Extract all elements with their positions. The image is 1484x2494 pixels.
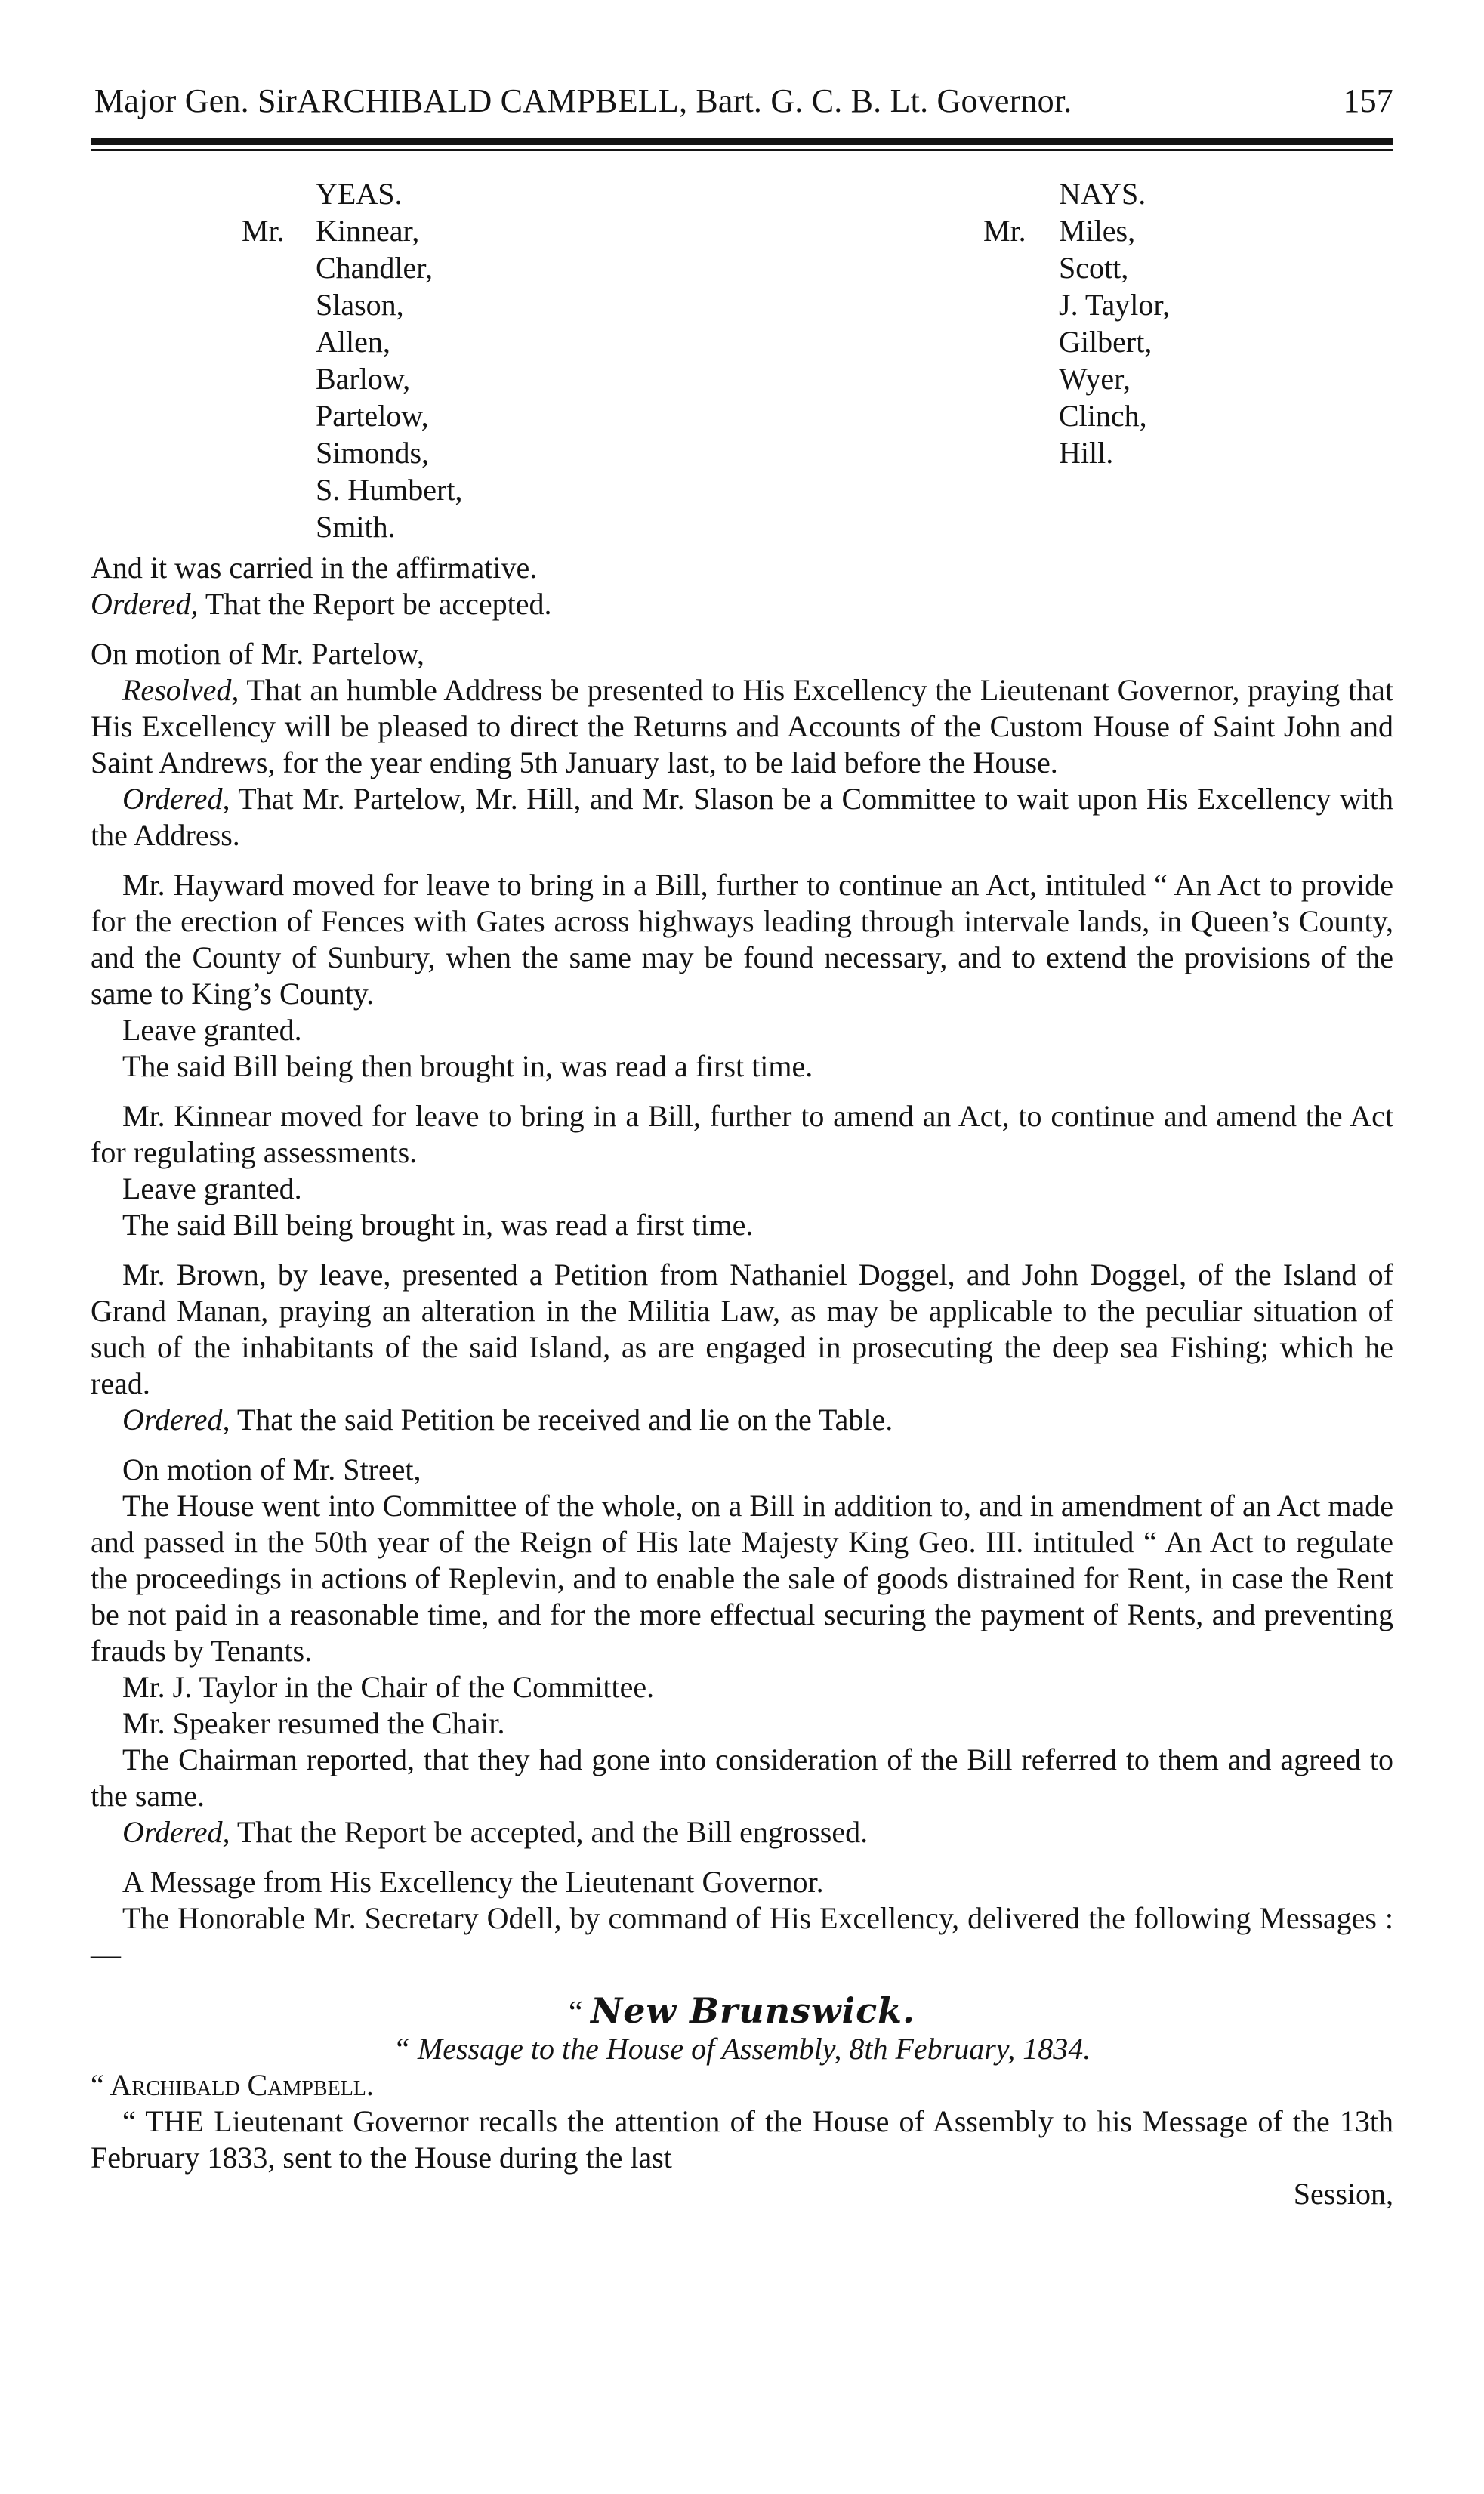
paragraph: Leave granted. (122, 1171, 302, 1205)
nay-name: Scott, (1059, 251, 1129, 285)
yeas-heading: YEAS. (316, 177, 403, 211)
message-heading-quote: “ (569, 1996, 583, 2030)
paragraph (91, 1814, 1393, 1850)
header-title-suffix: Bart. G. C. B. Lt. Governor. (696, 82, 1072, 119)
yea-member (242, 471, 695, 508)
nay-member (983, 212, 1436, 249)
yea-member (242, 360, 695, 397)
paragraph: On motion of Mr. Street, (122, 1452, 421, 1486)
yea-member (242, 212, 695, 249)
nay-member (983, 323, 1436, 360)
journal-body (91, 550, 1393, 2212)
member-prefix: Mr. (242, 214, 285, 248)
header-title (94, 82, 1072, 120)
nay-member (983, 397, 1436, 434)
yea-member (242, 249, 695, 286)
paragraph (91, 672, 1393, 781)
header-rule-thin (91, 149, 1393, 151)
paragraph: On motion of Mr. Partelow, (91, 637, 424, 671)
paragraph: Mr. Hayward moved for leave to bring in a Bill, further to continue an Act, intituled “ An Act to provide for the erection of Fences with Gates across highways leading through intervale lands, in Queen’s County, and the County of Sunbury, when the same may be found necessary, and to extend the provisions of the same to King’s County. (91, 868, 1393, 1011)
yea-name: S. Humbert, (316, 473, 463, 507)
nay-member (983, 249, 1436, 286)
header-rule-thick (91, 138, 1393, 145)
paragraph-lead: Ordered, (122, 1403, 230, 1437)
page-number: 157 (1343, 82, 1393, 119)
paragraph: Mr. Speaker resumed the Chair. (122, 1706, 505, 1740)
nay-name: Clinch, (1059, 399, 1147, 433)
paragraph: The Honorable Mr. Secretary Odell, by command of His Excellency, delivered the following Messages :— (91, 1901, 1393, 1971)
paragraph (91, 1402, 1393, 1438)
yea-name: Kinnear, (316, 214, 420, 248)
yea-member (242, 286, 695, 323)
paragraph: Leave granted. (122, 1013, 302, 1047)
paragraph: The House went into Committee of the whole, on a Bill in addition to, and in amendment of an Act made and passed in the 50th year of the Reign of His late Majesty King Geo. III. intituled “ An Act to regulate the proceedings in actions of Replevin, and to enable the sale of goods distrained for Rent, in case the Rent be not paid in a reasonable time, and for the more effectual securing the payment of Rents, and preventing frauds by Tenants. (91, 1489, 1393, 1668)
nay-name: Wyer, (1059, 362, 1131, 396)
message-signature: “ Archibald Campbell. (91, 2068, 374, 2102)
yea-name: Slason, (316, 288, 404, 322)
nay-member (983, 360, 1436, 397)
paragraph: Mr. Kinnear moved for leave to bring in a Bill, further to amend an Act, to continue and amend the Act for regulating assessments. (91, 1099, 1393, 1169)
paragraph: And it was carried in the affirmative. (91, 551, 538, 585)
header-title-prefix: Major Gen. Sir (94, 82, 297, 119)
paragraph-lead: Resolved, (122, 673, 239, 707)
yea-member (242, 397, 695, 434)
paragraph: Mr. J. Taylor in the Chair of the Committee. (122, 1670, 655, 1704)
nay-member (983, 286, 1436, 323)
paragraph-lead: Ordered, (122, 1815, 230, 1849)
nay-name: Hill. (1059, 436, 1114, 470)
nay-member (983, 434, 1436, 471)
paragraph-text: That the Report be accepted, and the Bill engrossed. (230, 1815, 868, 1849)
yea-name: Barlow, (316, 362, 411, 396)
yea-member (242, 508, 695, 545)
paragraph-lead: Ordered, (91, 587, 199, 621)
yeas-column (242, 175, 695, 545)
nays-heading: NAYS. (1059, 177, 1146, 211)
yea-member (242, 434, 695, 471)
paragraph-text: That Mr. Partelow, Mr. Hill, and Mr. Slason be a Committee to wait upon His Excellency with the Address. (91, 782, 1393, 852)
message-subheading: “ Message to the House of Assembly, 8th February, 1834. (393, 2032, 1091, 2066)
paragraph-lead: Ordered, (122, 782, 230, 816)
running-header (94, 82, 1393, 120)
paragraph-text: That the said Petition be received and lie on the Table. (230, 1403, 893, 1437)
nays-column (983, 175, 1436, 471)
yea-member (242, 323, 695, 360)
message-heading (91, 1992, 1393, 2031)
yea-name: Simonds, (316, 436, 430, 470)
nay-name: Gilbert, (1059, 325, 1152, 359)
header-title-name: ARCHIBALD CAMPBELL, (296, 82, 688, 119)
message-text: “ THE Lieutenant Governor recalls the attention of the House of Assembly to his Message of the 13th February 1833, sent to the House during the last (91, 2104, 1393, 2175)
paragraph: A Message from His Excellency the Lieutenant Governor. (122, 1865, 824, 1899)
paragraph (91, 781, 1393, 853)
paragraph-text: That the Report be accepted. (198, 587, 552, 621)
yea-name: Partelow, (316, 399, 429, 433)
member-prefix: Mr. (983, 214, 1026, 248)
paragraph-text: That an humble Address be presented to His Excellency the Lieutenant Governor, praying that His Excellency will be pleased to direct the Returns and Accounts of the Custom House of Saint John and Saint Andrews, for the year ending 5th January last, to be laid before the House. (91, 673, 1393, 779)
paragraph: Mr. Brown, by leave, presented a Petition from Nathaniel Doggel, and John Doggel, of the Island of Grand Manan, praying an alteration in the Militia Law, as may be applicable to the peculiar situation of such of the inhabitants of the said Island, as are engaged in prosecuting the deep sea Fishing; which he read. (91, 1258, 1393, 1400)
message-heading-text: New Brunswick. (591, 1990, 915, 2031)
yea-name: Allen, (316, 325, 390, 359)
message-continuation: Session, (1293, 2177, 1393, 2211)
yea-name: Smith. (316, 510, 396, 544)
yea-name: Chandler, (316, 251, 433, 285)
paragraph: The Chairman reported, that they had gone into consideration of the Bill referred to them and agreed to the same. (91, 1742, 1393, 1813)
paragraph (91, 586, 1393, 622)
nay-name: Miles, (1059, 214, 1136, 248)
paragraph: The said Bill being then brought in, was read a first time. (122, 1049, 813, 1083)
paragraph: The said Bill being brought in, was read a first time. (122, 1208, 754, 1242)
nay-name: J. Taylor, (1059, 288, 1171, 322)
